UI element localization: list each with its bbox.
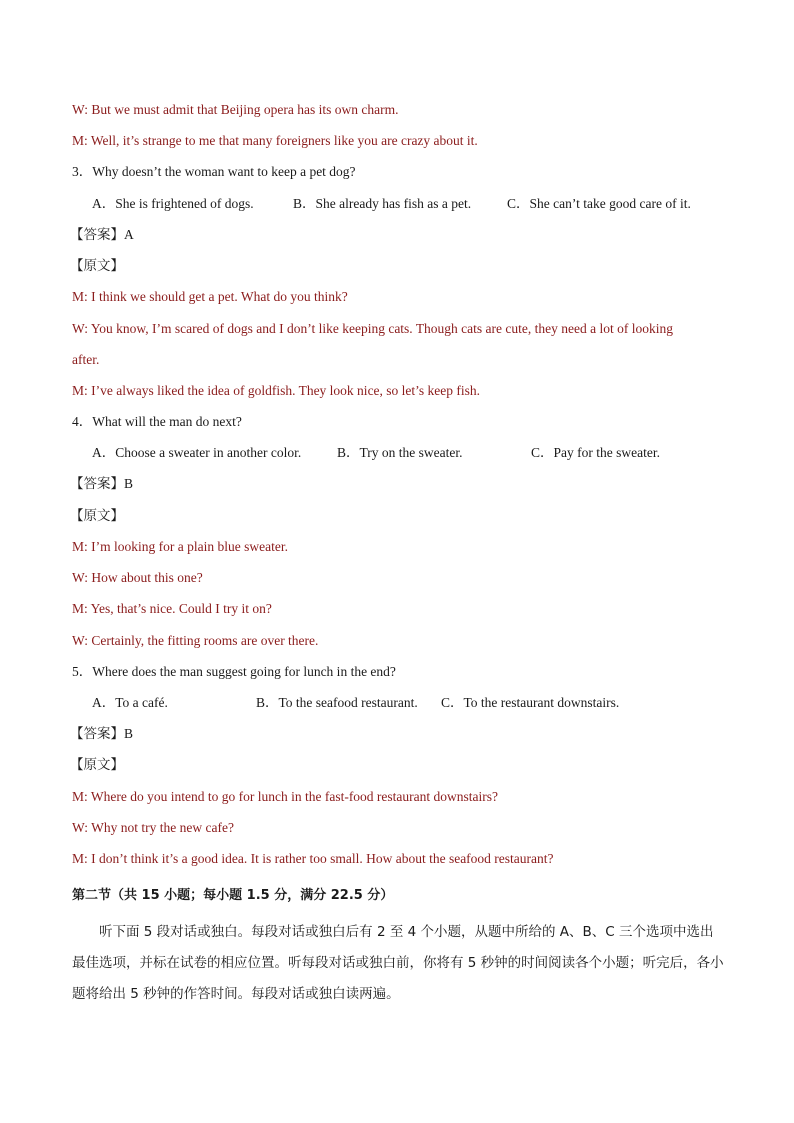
dialogue-line: W: You know, I’m scared of dogs and I don’t like keeping cats. Though cats are cute, they need a lot of looking bbox=[72, 321, 673, 336]
question-5-option-a: A．To a café. bbox=[92, 695, 168, 710]
dialogue-line: M: I don’t think it’s a good idea. It is rather too small. How about the seafood restaurant? bbox=[72, 851, 554, 866]
transcript-label: 【原文】 bbox=[70, 258, 124, 273]
instructions-paragraph: 听下面 5 段对话或独白。每段对话或独白后有 2 至 4 个小题，从题中所给的 A、B、C 三个选项中选出最佳选项，并标在试卷的相应位置。听每段对话或独白前，你将有 5 秒钟的时间阅读各个小题；听完后，各小题将给出 5 秒钟的作答时间。每段对话或独白读两遍。 bbox=[72, 924, 724, 1002]
dialogue-line: W: How about this one? bbox=[72, 570, 203, 585]
dialogue-line: W: But we must admit that Beijing opera has its own charm. bbox=[72, 102, 399, 117]
dialogue-line: M: Where do you intend to go for lunch in the fast-food restaurant downstairs? bbox=[72, 789, 499, 804]
answer-label: 【答案】B bbox=[70, 476, 134, 491]
question-5: 5．Where does the man suggest going for lunch in the end? bbox=[72, 664, 396, 679]
dialogue-line: M: Well, it’s strange to me that many foreigners like you are crazy about it. bbox=[72, 133, 478, 148]
question-3-option-c: C．She can’t take good care of it. bbox=[507, 196, 691, 211]
question-4-option-c: C．Pay for the sweater. bbox=[531, 445, 660, 460]
dialogue-line: M: Yes, that’s nice. Could I try it on? bbox=[72, 601, 272, 616]
answer-label: 【答案】A bbox=[70, 227, 134, 242]
question-5-option-c: C．To the restaurant downstairs. bbox=[441, 695, 620, 710]
answer-label: 【答案】B bbox=[70, 726, 134, 741]
question-4-option-b: B．Try on the sweater. bbox=[337, 445, 463, 460]
dialogue-line: M: I’m looking for a plain blue sweater. bbox=[72, 539, 288, 554]
question-4: 4．What will the man do next? bbox=[72, 414, 242, 429]
transcript-label: 【原文】 bbox=[70, 757, 124, 772]
transcript-label: 【原文】 bbox=[70, 508, 124, 523]
question-5-option-b: B．To the seafood restaurant. bbox=[256, 695, 418, 710]
dialogue-line: W: Certainly, the fitting rooms are over there. bbox=[72, 633, 319, 648]
question-3-option-a: A．She is frightened of dogs. bbox=[92, 196, 254, 211]
question-3-option-b: B．She already has fish as a pet. bbox=[293, 196, 472, 211]
dialogue-line: W: Why not try the new cafe? bbox=[72, 820, 234, 835]
dialogue-line: M: I’ve always liked the idea of goldfish. They look nice, so let’s keep fish. bbox=[72, 383, 481, 398]
section-heading: 第二节（共 15 小题；每小题 1.5 分，满分 22.5 分） bbox=[72, 888, 394, 903]
dialogue-line: after. bbox=[72, 352, 100, 367]
question-3: 3．Why doesn’t the woman want to keep a pet dog? bbox=[72, 164, 356, 179]
dialogue-line: M: I think we should get a pet. What do you think? bbox=[72, 289, 348, 304]
question-4-option-a: A．Choose a sweater in another color. bbox=[92, 445, 302, 460]
